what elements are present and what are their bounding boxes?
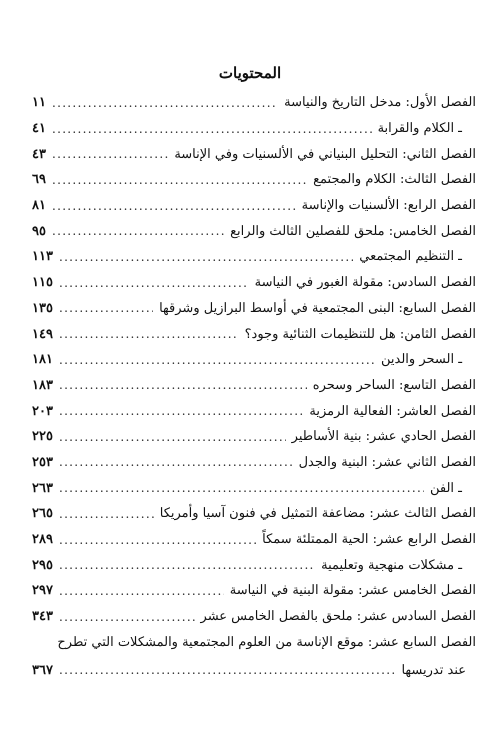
toc-page-number: ١١٥ bbox=[32, 275, 53, 291]
toc-entry bbox=[32, 167, 476, 193]
toc-page-number: ٢٩٥ bbox=[32, 557, 53, 573]
toc-chapter-title: الفصل الثالث: الكلام والمجتمع bbox=[313, 172, 476, 188]
dot-leader bbox=[59, 301, 153, 315]
table-of-contents bbox=[32, 90, 476, 685]
toc-chapter-title: الفصل التاسع: الساحر وسحره bbox=[312, 377, 476, 393]
toc-chapter-title: الفصل الخامس: ملحق للفصلين الثالث والرابع bbox=[230, 223, 476, 239]
toc-entry bbox=[32, 347, 476, 373]
toc-section-title: ـ السحر والدين bbox=[381, 352, 462, 368]
toc-chapter-title: الفصل الحادي عشر: بنية الأساطير bbox=[291, 429, 476, 445]
toc-entry bbox=[32, 424, 476, 450]
toc-page-number: ٢٦٥ bbox=[32, 506, 53, 522]
toc-entry bbox=[32, 604, 476, 630]
dot-leader bbox=[59, 250, 353, 264]
dot-leader bbox=[59, 353, 375, 367]
dot-leader bbox=[59, 276, 249, 290]
dot-leader bbox=[59, 584, 224, 598]
dot-leader bbox=[59, 430, 286, 444]
toc-entry bbox=[32, 527, 476, 553]
toc-entry bbox=[32, 321, 476, 347]
toc-chapter-title: الفصل السادس عشر: ملحق بالفصل الخامس عشر bbox=[200, 609, 476, 625]
toc-entry bbox=[32, 90, 476, 116]
toc-page-number: ٩٥ bbox=[32, 223, 46, 239]
toc-entry bbox=[32, 218, 476, 244]
toc-entry-continuation bbox=[32, 655, 476, 685]
toc-chapter-title: الفصل السادس: مقولة الغبور في النياسة bbox=[254, 275, 476, 291]
toc-page-number: ١٨٣ bbox=[32, 377, 53, 393]
toc-entry bbox=[32, 450, 476, 476]
dot-leader bbox=[59, 558, 315, 572]
toc-chapter-title: الفصل الرابع: الألسنيات والإناسة bbox=[301, 198, 476, 214]
toc-section-title: ـ مشكلات منهجية وتعليمية bbox=[321, 557, 462, 573]
toc-page-number: ٢٦٣ bbox=[32, 480, 53, 496]
dot-leader bbox=[59, 610, 195, 624]
toc-entry bbox=[32, 296, 476, 322]
toc-chapter-title: الفصل الخامس عشر: مقولة البنية في النياسة bbox=[229, 583, 476, 599]
dot-leader bbox=[59, 533, 256, 547]
dot-leader bbox=[59, 404, 303, 418]
page-title: المحتويات bbox=[218, 64, 282, 82]
toc-page-number: ٨١ bbox=[32, 198, 46, 214]
dot-leader bbox=[52, 147, 168, 161]
dot-leader bbox=[59, 481, 424, 495]
toc-chapter-title: الفصل الأول: مدخل التاريخ والنياسة bbox=[284, 95, 476, 111]
dot-leader bbox=[52, 96, 278, 110]
dot-leader bbox=[52, 173, 307, 187]
toc-page-number: ٢٩٧ bbox=[32, 583, 53, 599]
dot-leader bbox=[59, 455, 293, 469]
toc-chapter-title-continuation: عند تدريسها bbox=[401, 662, 466, 678]
toc-chapter-title: الفصل السابع عشر: موقع الإناسة من العلوم المجتمعية والمشكلات التي تطرح bbox=[57, 634, 476, 650]
toc-chapter-title: الفصل الرابع عشر: الحية الممتلئة سمكاً bbox=[262, 532, 476, 548]
toc-entry bbox=[32, 501, 476, 527]
toc-page-number: ٢٨٩ bbox=[32, 532, 53, 548]
toc-entry bbox=[32, 629, 476, 655]
dot-leader bbox=[59, 378, 307, 392]
toc-chapter-title: الفصل الثاني عشر: البنية والجدل bbox=[298, 454, 476, 470]
toc-page-number: ١٨١ bbox=[32, 352, 53, 368]
toc-section-title: ـ التنظيم المجتمعي bbox=[359, 249, 462, 265]
toc-chapter-title: الفصل العاشر: الفعالية الرمزية bbox=[309, 403, 476, 419]
dot-leader bbox=[59, 663, 396, 677]
dot-leader bbox=[59, 507, 154, 521]
toc-page-number: ٣٤٣ bbox=[32, 609, 53, 625]
toc-entry bbox=[32, 116, 476, 142]
toc-entry bbox=[32, 552, 476, 578]
toc-section-title: ـ الكلام والقرابة bbox=[377, 121, 462, 137]
dot-leader bbox=[52, 122, 372, 136]
toc-entry bbox=[32, 373, 476, 399]
toc-section-title: ـ الفن bbox=[430, 480, 462, 496]
toc-page-number: ٦٩ bbox=[32, 172, 46, 188]
toc-chapter-title: الفصل السابع: البنى المجتمعية في أواسط البرازيل وشرقها bbox=[159, 300, 476, 316]
toc-page-number: ٢٠٣ bbox=[32, 403, 53, 419]
toc-page-number: ١١ bbox=[32, 95, 46, 111]
toc-chapter-title: الفصل الثامن: هل للتنظيمات الثنائية وجود؟ bbox=[244, 326, 476, 342]
toc-entry bbox=[32, 244, 476, 270]
dot-leader bbox=[52, 224, 224, 238]
toc-page-number: ٢٥٣ bbox=[32, 454, 53, 470]
toc-page-number: ٤١ bbox=[32, 121, 46, 137]
toc-entry bbox=[32, 270, 476, 296]
toc-entry bbox=[32, 578, 476, 604]
toc-page-number: ٢٢٥ bbox=[32, 429, 53, 445]
dot-leader bbox=[59, 327, 239, 341]
toc-entry bbox=[32, 398, 476, 424]
toc-entry bbox=[32, 475, 476, 501]
toc-page-number: ١٣٥ bbox=[32, 300, 53, 316]
dot-leader bbox=[52, 199, 296, 213]
toc-page-number: ٣٦٧ bbox=[32, 662, 53, 678]
toc-entry bbox=[32, 193, 476, 219]
toc-page-number: ١٤٩ bbox=[32, 326, 53, 342]
toc-chapter-title: الفصل الثالث عشر: مضاعفة التمثيل في فنون آسيا وأمريكا bbox=[159, 506, 476, 522]
toc-page-number: ٤٣ bbox=[32, 146, 46, 162]
toc-chapter-title: الفصل الثاني: التحليل البنياني في الألسنيات وفي الإناسة bbox=[174, 146, 476, 162]
toc-page-number: ١١٣ bbox=[32, 249, 53, 265]
toc-entry bbox=[32, 141, 476, 167]
